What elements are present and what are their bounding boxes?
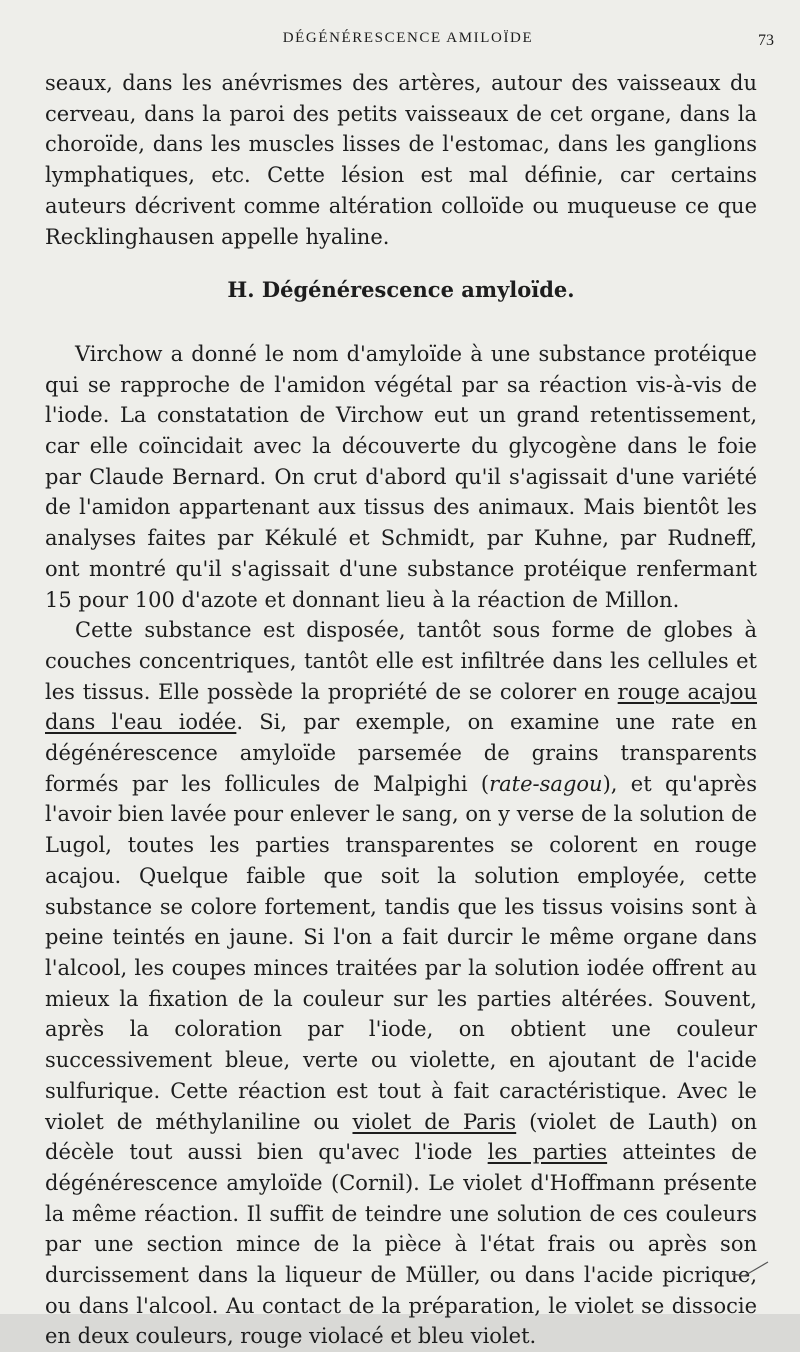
paragraph-text: atteintes de dégénérescence amyloïde (Cornil). Le violet d'Hoffmann présente la même réaction. Il suffit de teindre une solution de ces couleurs par une section mince de la pièce à l'état frais ou après son durcissement dans la liqueur de Müller, ou dans l'acide picrique, ou dans l'alcool. Au contact de la préparation, le violet se dissocie en deux couleurs, rouge violacé et bleu violet. — [45, 1140, 758, 1349]
paragraph-text: (violet de Lauth) on décèle tout aussi bien qu'avec l'iode — [45, 1109, 757, 1165]
page-number: 73 — [758, 32, 774, 49]
paragraph-text: ), et qu'après l'avoir bien lavée pour enlever le sang, on y verse de la solution de Lugol, toutes les parties transparentes se colorent en rouge acajou. Quelque faible que soit la solution employée, cette substance se colore fortement, tandis que les tissus voisins sont à peine teintés en jaune. Si l'on a fait durcir le même organe dans l'alcool, les coupes minces traitées par la solution iodée offrent au mieux la fixation de la couleur sur les parties altérées. Souvent, après la coloration par l'iode, on obtient une couleur successivement bleue, verte ou violette, en ajoutant de l'acide sulfurique. Cette réaction est tout à fait caractéristique. Avec le violet de méthylaniline ou — [45, 771, 757, 1134]
paragraph-virchow: Virchow a donné le nom d'amyloïde à une substance protéique qui se rapproche de l'amidon végétal par sa réaction vis-à-vis de l'iode. La constatation de Virchow eut un grand retentissement, car elle coïncidait avec la découverte du glycogène dans le foie par Claude Bernard. On crut d'abord qu'il s'agissait d'une variété de l'amidon appartenant aux tissus des animaux. Mais bientôt les analyses faites par Kékulé et Schmidt, par Kuhne, par Rudneff, ont montré qu'il s'agissait d'une substance protéique renfermant 15 pour 100 d'azote et donnant lieu à la réaction de Millon. — [45, 341, 757, 612]
paragraph-text: Cette substance est disposée, tantôt sous forme de globes à couches concentriques, tantôt elle est infiltrée dans les cellules et les tissus. Elle possède la propriété de se colorer en — [45, 618, 757, 704]
paragraph-continuation: seaux, dans les anévrismes des artères, autour des vaisseaux du cerveau, dans la paroi des petits vaisseaux de cet organe, dans la choroïde, dans les muscles lisses de l'estomac, dans les ganglions lymphatiques, etc. Cette lésion est mal définie, car certains auteurs décrivent comme altération colloïde ou muqueuse ce que Recklinghausen appelle hyaline. — [45, 71, 757, 249]
paragraph-text: . Si, par exemple, on examine une rate en dégénérescence amyloïde parsemée de grains transparents formés par les follicules de Malpighi ( — [45, 710, 757, 796]
paragraph-substance — [45, 615, 757, 1352]
page-header — [48, 30, 774, 58]
underlined-phrase: rouge acajou dans l'eau iodée — [45, 679, 758, 735]
pencil-mark-icon — [730, 1258, 770, 1278]
underlined-phrase: les parties — [487, 1140, 608, 1165]
running-title: DÉGÉNÉRESCENCE AMILOÏDE — [282, 30, 534, 46]
underlined-phrase: violet de Paris — [352, 1109, 517, 1134]
section-heading: H. Dégénérescence amyloïde. — [227, 277, 575, 303]
italic-term: rate-sagou — [489, 771, 603, 796]
page-body — [45, 68, 757, 1352]
